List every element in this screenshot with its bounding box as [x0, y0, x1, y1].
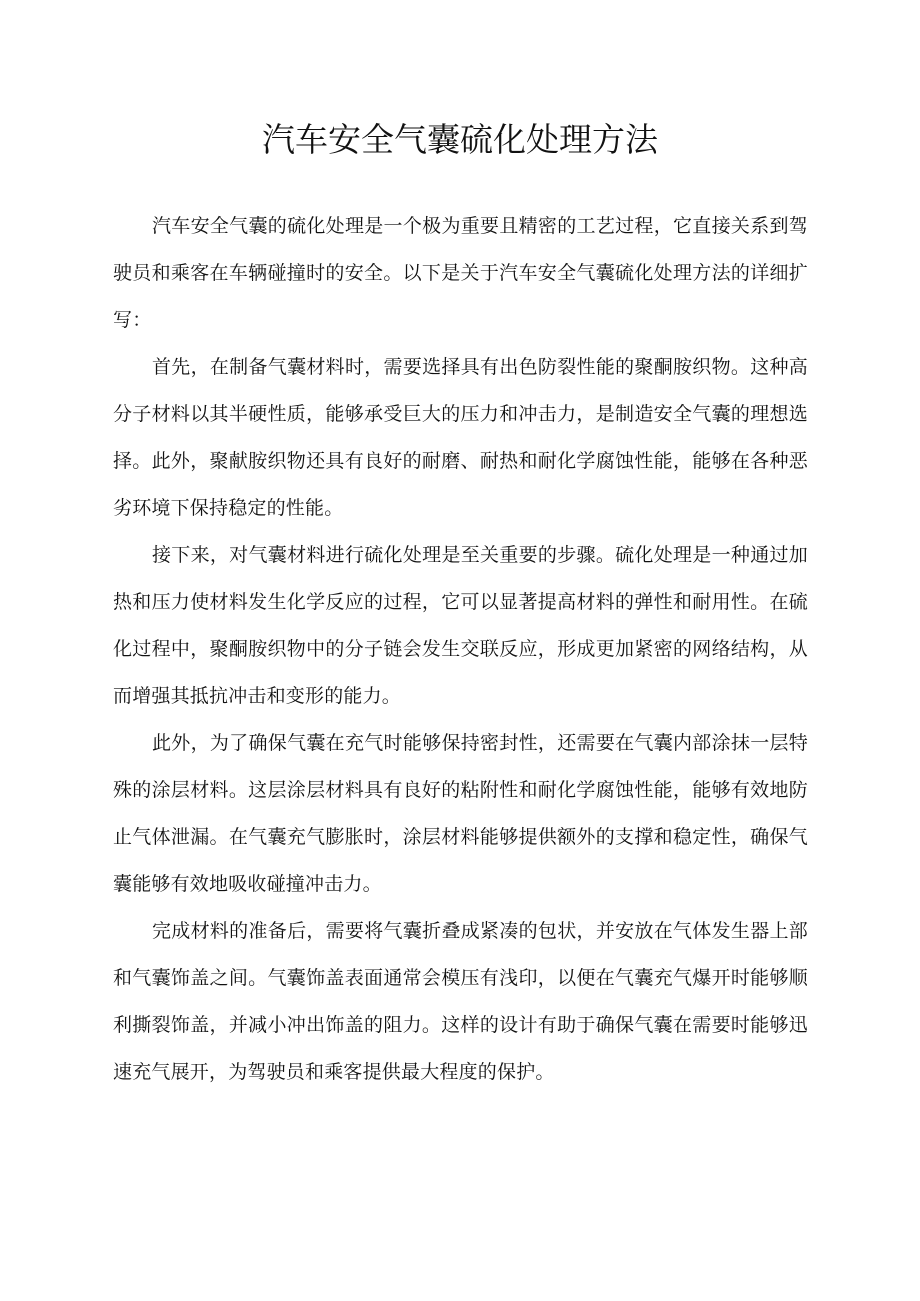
paragraph-material: 首先，在制备气囊材料时，需要选择具有出色防裂性能的聚酮胺织物。这种高分子材料以其半硬性质，能够承受巨大的压力和冲击力，是制造安全气囊的理想选择。此外，聚献胺织物还具有良好的耐磨、耐热和耐化学腐蚀性能，能够在各种恶劣环境下保持稳定的性能。: [113, 356, 808, 519]
paragraph-folding: 完成材料的准备后，需要将气囊折叠成紧凑的包状，并安放在气体发生器上部和气囊饰盖之间。气囊饰盖表面通常会模压有浅印，以便在气囊充气爆开时能够顺利撕裂饰盖，并减小冲出饰盖的阻力。这样的设计有助于确保气囊在需要时能够迅速充气展开，为驾驶员和乘客提供最大程度的保护。: [113, 920, 808, 1083]
paragraph-vulcanization: 接下来，对气囊材料进行硫化处理是至关重要的步骤。硫化处理是一种通过加热和压力使材料发生化学反应的过程，它可以显著提高材料的弹性和耐用性。在硫化过程中，聚酮胺织物中的分子链会发生交联反应，形成更加紧密的网络结构，从而增强其抵抗冲击和变形的能力。: [113, 544, 808, 707]
document-title: 汽车安全气囊硫化处理方法: [262, 120, 658, 159]
document-body: [113, 203, 808, 1096]
paragraph-coating: 此外，为了确保气囊在充气时能够保持密封性，还需要在气囊内部涂抹一层特殊的涂层材料。这层涂层材料具有良好的粘附性和耐化学腐蚀性能，能够有效地防止气体泄漏。在气囊充气膨胀时，涂层材料能够提供额外的支撑和稳定性，确保气囊能够有效地吸收碰撞冲击力。: [113, 732, 808, 895]
paragraph-intro: 汽车安全气囊的硫化处理是一个极为重要且精密的工艺过程，它直接关系到驾驶员和乘客在车辆碰撞时的安全。以下是关于汽车安全气囊硫化处理方法的详细扩写：: [113, 215, 808, 331]
